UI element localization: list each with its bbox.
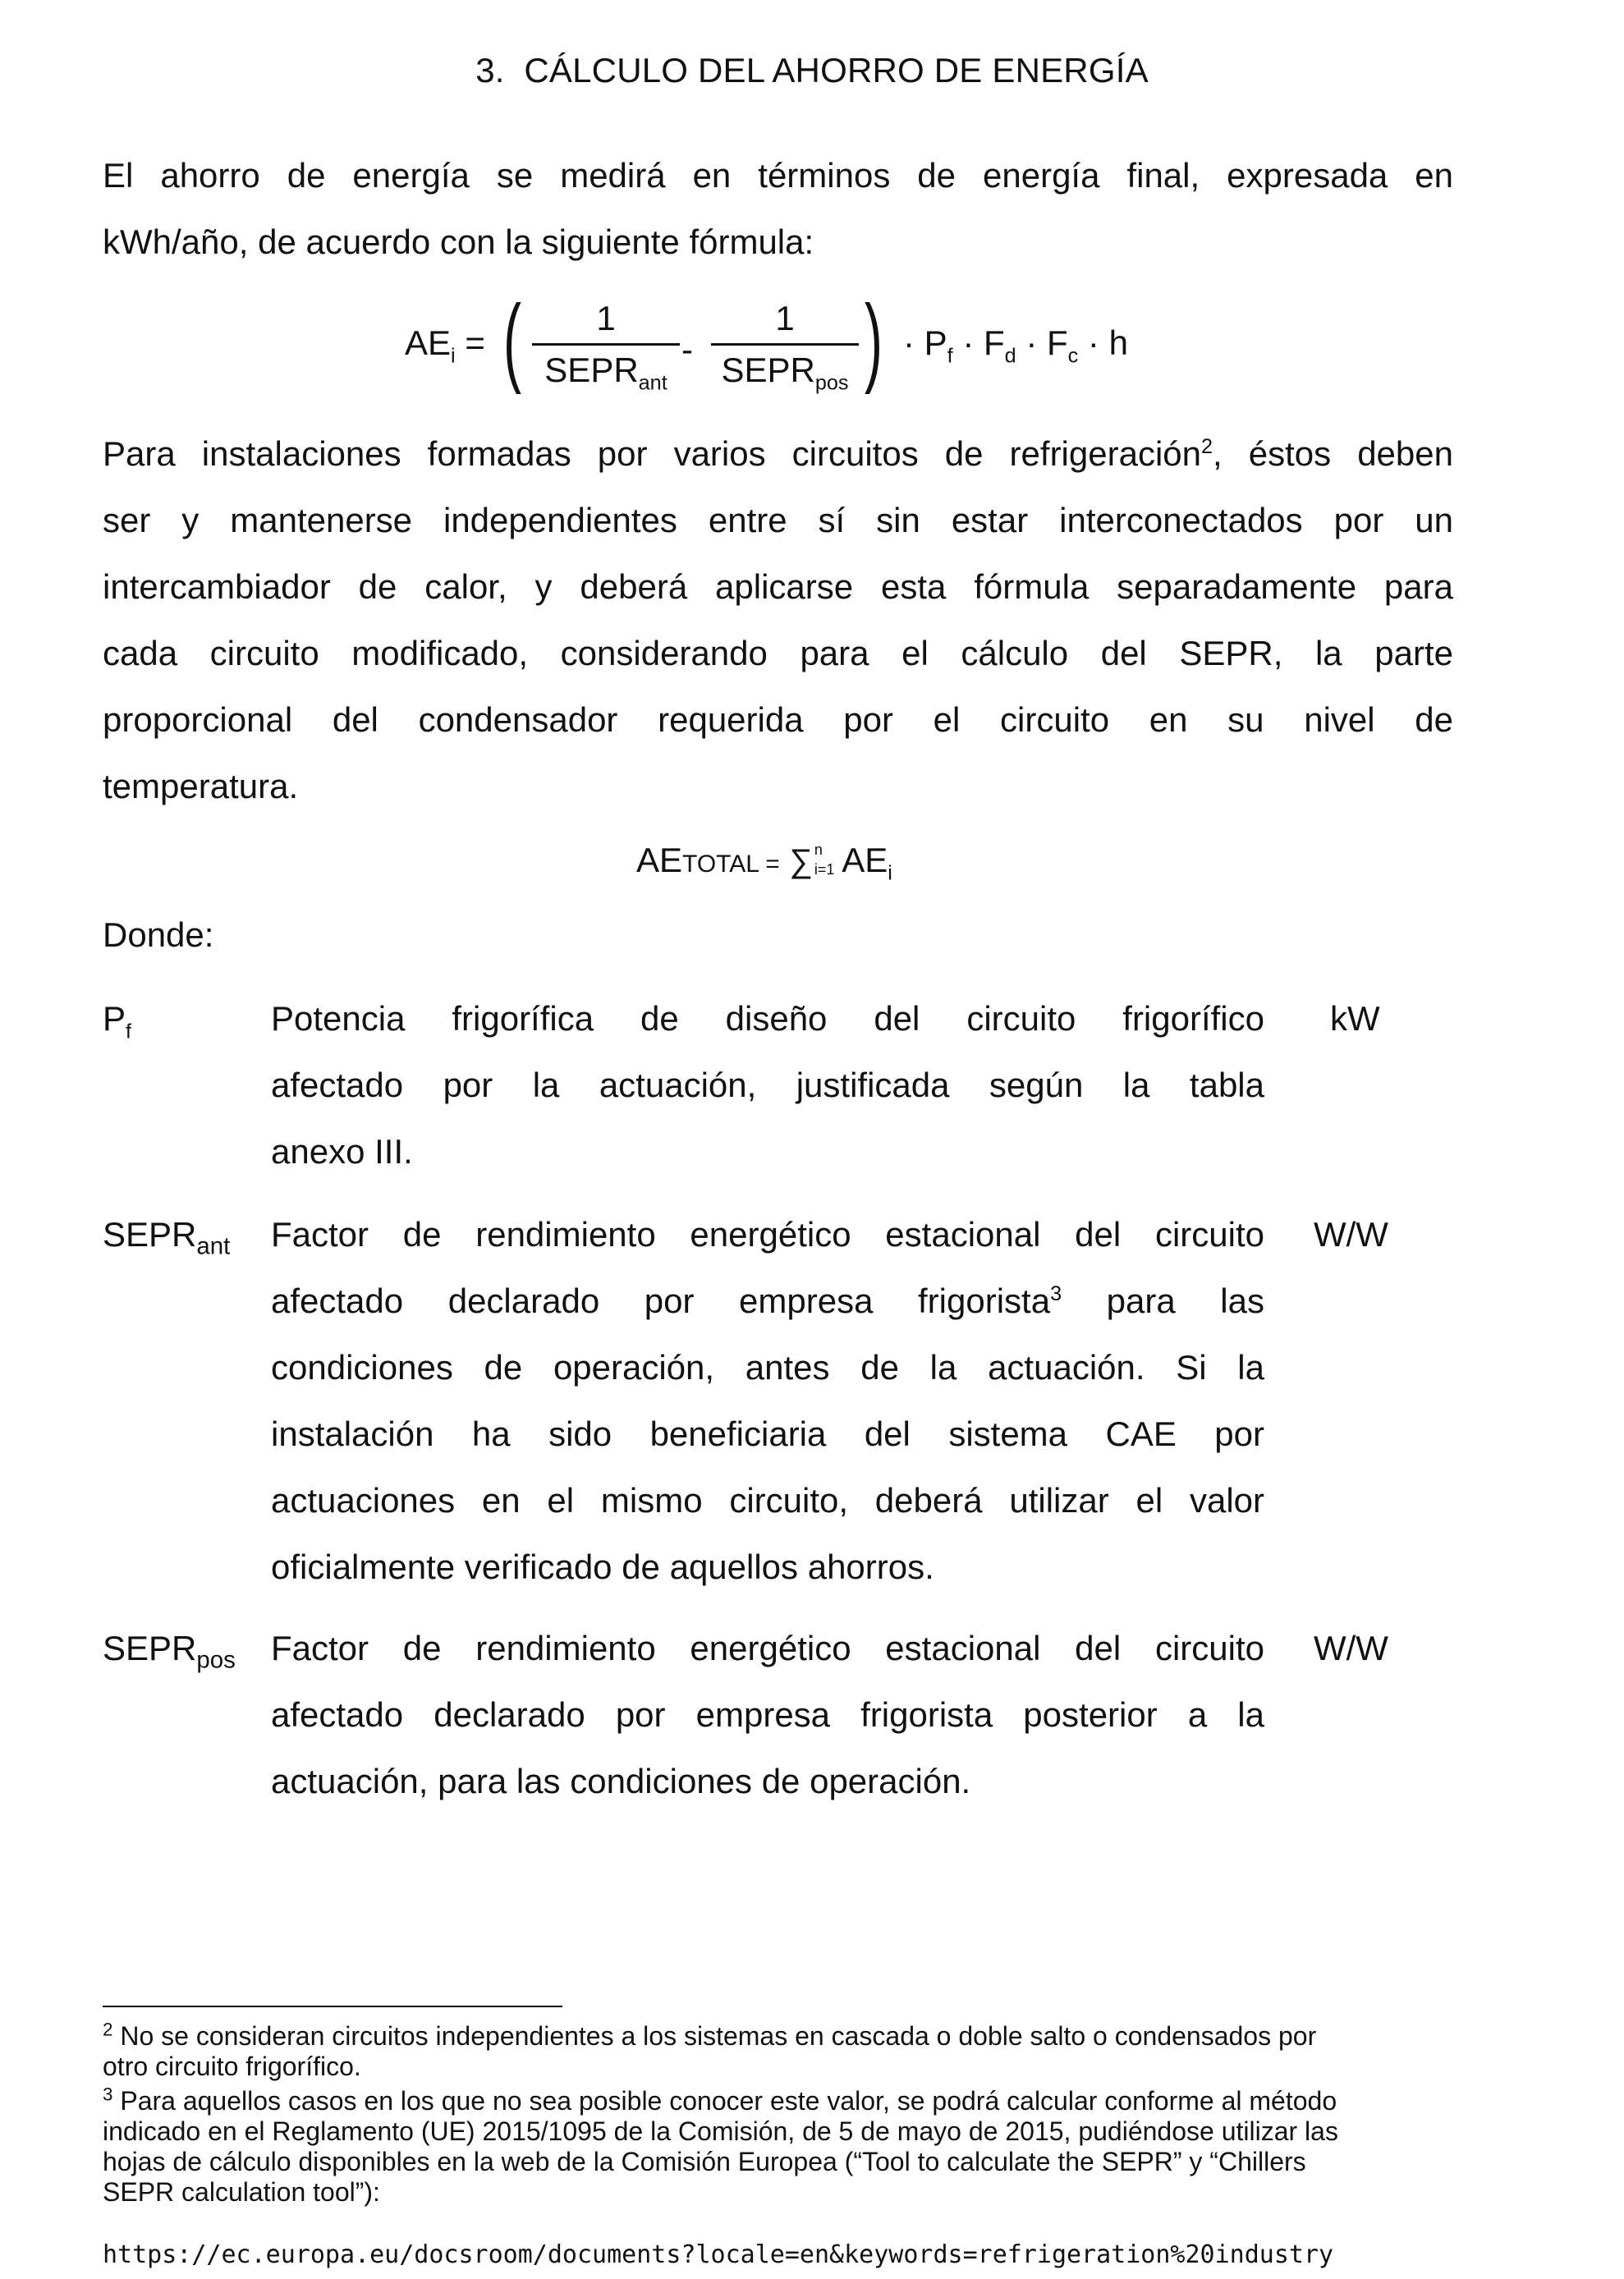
total-savings-formula: AETOTAL = ∑ n i=1 $AE_i$ (636, 841, 892, 885)
formula-lhs: $AE_i$ = (405, 323, 485, 368)
definition-symbol-sepr-ant: $SEPR_{ant}$ (103, 1215, 231, 1260)
fraction-sepr-ant: 1 $SEPR_{ant}$ (532, 294, 680, 395)
definition-symbol-sepr-pos: $SEPR_{pos}$ (103, 1629, 236, 1674)
circuits-line-3: intercambiador de calor, y deberá aplicarse esta fórmula separadamente para (103, 567, 1453, 606)
section-title: 3. CÁLCULO DEL AHORRO DE ENERGÍA (475, 51, 1149, 89)
intro-paragraph (103, 142, 1453, 275)
fraction-sepr-pos: 1 $SEPR_{pos}$ (711, 294, 859, 395)
minus-sign: - (681, 330, 693, 369)
donde-label: Donde: (103, 915, 214, 954)
footnote-2: $^2$ No se consideran circuitos independientes a los sistemas en cascada o doble salto o condensados por otro circuito frigorífico. (103, 2019, 1317, 2081)
footnote-separator (103, 2006, 562, 2007)
definition-text-sepr-pos: Factor de rendimiento energético estacional del circuito afectado declarado por empresa frigorista posterior a la actuación, para las condiciones de operación. (271, 1629, 1264, 1800)
circuits-line-6: temperatura. (103, 767, 299, 805)
left-parenthesis: ( (502, 285, 521, 395)
energy-savings-formula (0, 287, 1624, 402)
circuits-line-5: proporcional del condensador requerida por el circuito en su nivel de (103, 700, 1453, 739)
circuits-line-2: ser y mantenerse independientes entre sí sin estar interconectados por un (103, 501, 1453, 539)
definition-unit-sepr-ant: W/W (1314, 1215, 1388, 1254)
circuits-paragraph (103, 420, 1453, 819)
circuits-line-1: Para instalaciones formadas por varios circuitos de refrigeración$^2$, éstos deben (103, 434, 1453, 473)
footnote-3-url[interactable]: https://ec.europa.eu/docsroom/documents?locale=en&keywords=refrigeration%20industry (103, 2240, 1334, 2269)
definition-text-pf: Potencia frigorífica de diseño del circuito frigorífico afectado por la actuación, justificada según la tabla anexo III. (271, 999, 1264, 1171)
formula-factors: · $P_f \cdot F_d \cdot F_c \cdot h$ (903, 323, 1128, 368)
definition-unit-sepr-pos: W/W (1314, 1629, 1388, 1667)
right-parenthesis: ) (864, 285, 883, 395)
definition-text-sepr-ant: Factor de rendimiento energético estacional del circuito afectado declarado por empresa frigorista$^3$ para las condiciones de operación, antes de la actuación. Si la instalación ha sido beneficiaria del sistema CAE por actuaciones en el mismo circuito, deberá utilizar el valor oficialmente verificado de aquellos ahorros. (271, 1215, 1265, 1586)
definition-unit-pf: kW (1330, 999, 1380, 1038)
intro-line-2: kWh/año, de acuerdo con la siguiente fórmula: (103, 222, 814, 261)
intro-line-1: El ahorro de energía se medirá en términos de energía final, expresada en (103, 156, 1453, 195)
definition-symbol-pf: $P_f$ (103, 999, 132, 1043)
footnote-3: $^3$ Para aquellos casos en los que no sea posible conocer este valor, se podrá calcular conforme al método indicado en el Reglamento (UE) 2015/1095 de la Comisión, de 5 de mayo de 2015, pudiéndose utilizar las hojas de cálculo disponibles en la web de la Comisión Europea (“Tool to calculate the SEPR” y “Chillers SEPR calculation tool”): (103, 2084, 1338, 2207)
circuits-line-4: cada circuito modificado, considerando para el cálculo del SEPR, la parte (103, 634, 1453, 672)
